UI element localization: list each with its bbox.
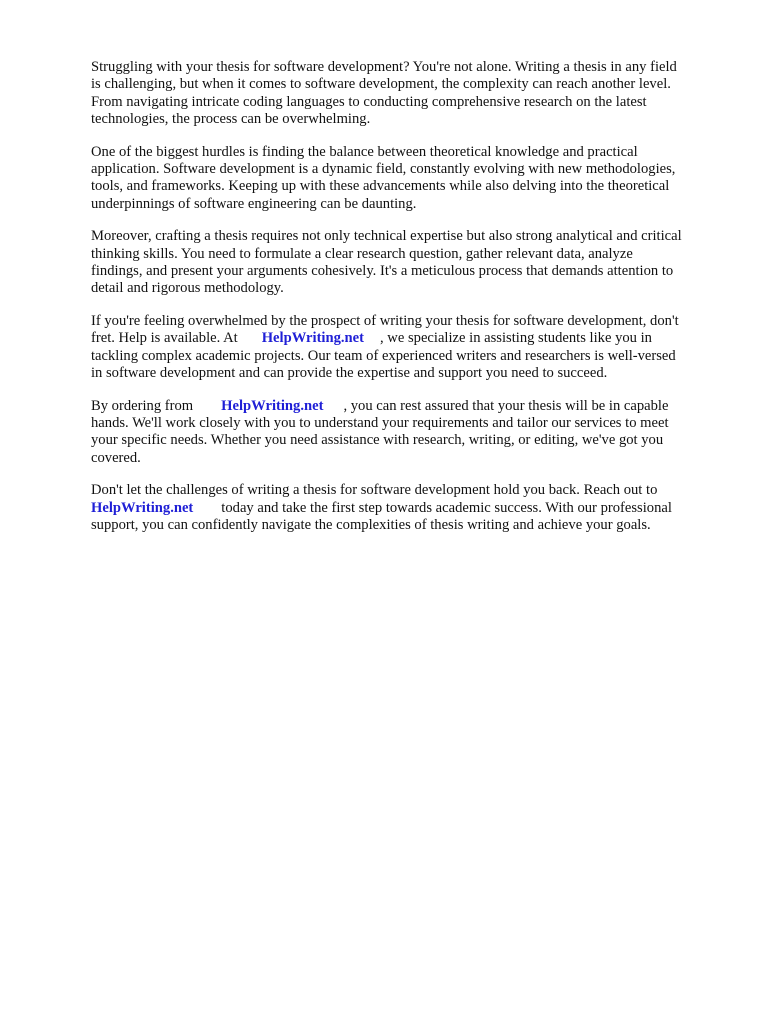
paragraph-6: [91, 482, 731, 534]
helpwriting-link[interactable]: HelpWriting.net: [91, 499, 194, 516]
text-segment: By ordering from: [91, 397, 194, 414]
text-segment: , you can rest assured that your thesis will be in capable: [343, 397, 669, 414]
text-line: [91, 330, 731, 347]
text-line: thinking skills. You need to formulate a clear research question, gather relevant data, analyze: [91, 245, 633, 262]
text-line: support, you can confidently navigate the complexities of thesis writing and achieve your goals.: [91, 516, 651, 533]
text-line: tackling complex academic projects. Our team of experienced writers and researchers is well-versed: [91, 347, 676, 364]
text-line: your specific needs. Whether you need assistance with research, writing, or editing, we've got you: [91, 432, 664, 449]
helpwriting-link[interactable]: HelpWriting.net: [261, 330, 364, 347]
text-segment: today and take the first step towards academic success. With our professional: [221, 499, 672, 516]
text-line: One of the biggest hurdles is finding the balance between theoretical knowledge and practical: [91, 143, 638, 160]
text-line: in software development and can provide the expertise and support you need to succeed.: [91, 365, 608, 382]
paragraph-2: [91, 144, 731, 214]
text-line: If you're feeling overwhelmed by the prospect of writing your thesis for software development, don't: [91, 312, 679, 329]
text-line: covered.: [91, 449, 141, 466]
text-line: is challenging, but when it comes to software development, the complexity can reach another level.: [91, 76, 671, 93]
text-line: underpinnings of software engineering can be daunting.: [91, 195, 417, 212]
text-line: detail and rigorous methodology.: [91, 280, 284, 297]
text-line: hands. We'll work closely with you to understand your requirements and tailor our services to meet: [91, 414, 669, 431]
document-page: [91, 59, 731, 549]
text-line: Moreover, crafting a thesis requires not only technical expertise but also strong analytical and critical: [91, 228, 682, 245]
text-line: technologies, the process can be overwhelming.: [91, 111, 371, 128]
text-line: Struggling with your thesis for software development? You're not alone. Writing a thesis in any field: [91, 59, 677, 75]
text-line: findings, and present your arguments cohesively. It's a meticulous process that demands attention to: [91, 263, 674, 280]
text-line: From navigating intricate coding languages to conducting comprehensive research on the latest: [91, 93, 647, 110]
text-segment: fret. Help is available. At: [91, 330, 238, 347]
text-line: [91, 500, 731, 517]
paragraph-5: [91, 398, 731, 468]
text-segment: , we specialize in assisting students like you in: [380, 330, 652, 347]
helpwriting-link[interactable]: HelpWriting.net: [221, 397, 324, 414]
text-line: Don't let the challenges of writing a thesis for software development hold you back. Reach out to: [91, 482, 658, 499]
text-line: [91, 398, 731, 415]
paragraph-3: [91, 228, 731, 298]
paragraph-4: [91, 313, 731, 383]
text-line: application. Software development is a dynamic field, constantly evolving with new methodologies,: [91, 161, 676, 178]
paragraph-1: [91, 59, 731, 129]
text-line: tools, and frameworks. Keeping up with these advancements while also delving into the theoretical: [91, 178, 670, 195]
